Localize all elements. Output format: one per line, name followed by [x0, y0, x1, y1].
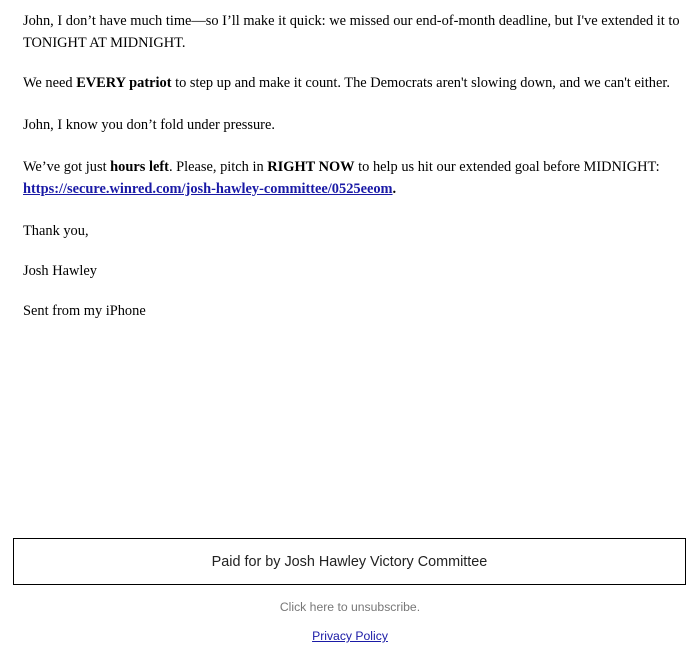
paragraph-hours-left	[23, 156, 683, 200]
text: We’ve got just	[23, 159, 111, 175]
donation-link[interactable]: https://secure.winred.com/josh-hawley-committee/0525eeom	[23, 181, 393, 197]
privacy-policy-link[interactable]: Privacy Policy	[312, 629, 388, 643]
text: We need	[23, 75, 77, 91]
bold-text: hours left	[110, 159, 169, 175]
unsubscribe-link[interactable]: Click here to unsubscribe.	[279, 600, 421, 614]
text: to help us hit our extended goal before MIDNIGHT:	[354, 159, 660, 175]
link-period: .	[392, 181, 397, 197]
paragraph-pressure: John, I know you don’t fold under pressure.	[23, 117, 275, 133]
paid-for-disclaimer-box	[13, 538, 686, 585]
sent-from-note: Sent from my iPhone	[23, 303, 146, 319]
paragraph-thank-you: Thank you,	[23, 223, 89, 239]
text: . Please, pitch in	[168, 159, 268, 175]
paid-for-text: Paid for by Josh Hawley Victory Committee	[211, 553, 488, 570]
bold-text: EVERY patriot	[76, 75, 172, 91]
text: to step up and make it count. The Democrats aren't slowing down, and we can't either.	[171, 75, 670, 91]
privacy-policy-container	[0, 629, 700, 643]
paragraph-deadline: John, I don’t have much time—so I’ll make it quick: we missed our end-of-month deadline, but I've extended it to TONIGHT AT MIDNIGHT.	[23, 13, 680, 51]
signature-name: Josh Hawley	[23, 263, 97, 279]
bold-text: RIGHT NOW	[267, 159, 355, 175]
paragraph-every-patriot	[23, 72, 683, 94]
